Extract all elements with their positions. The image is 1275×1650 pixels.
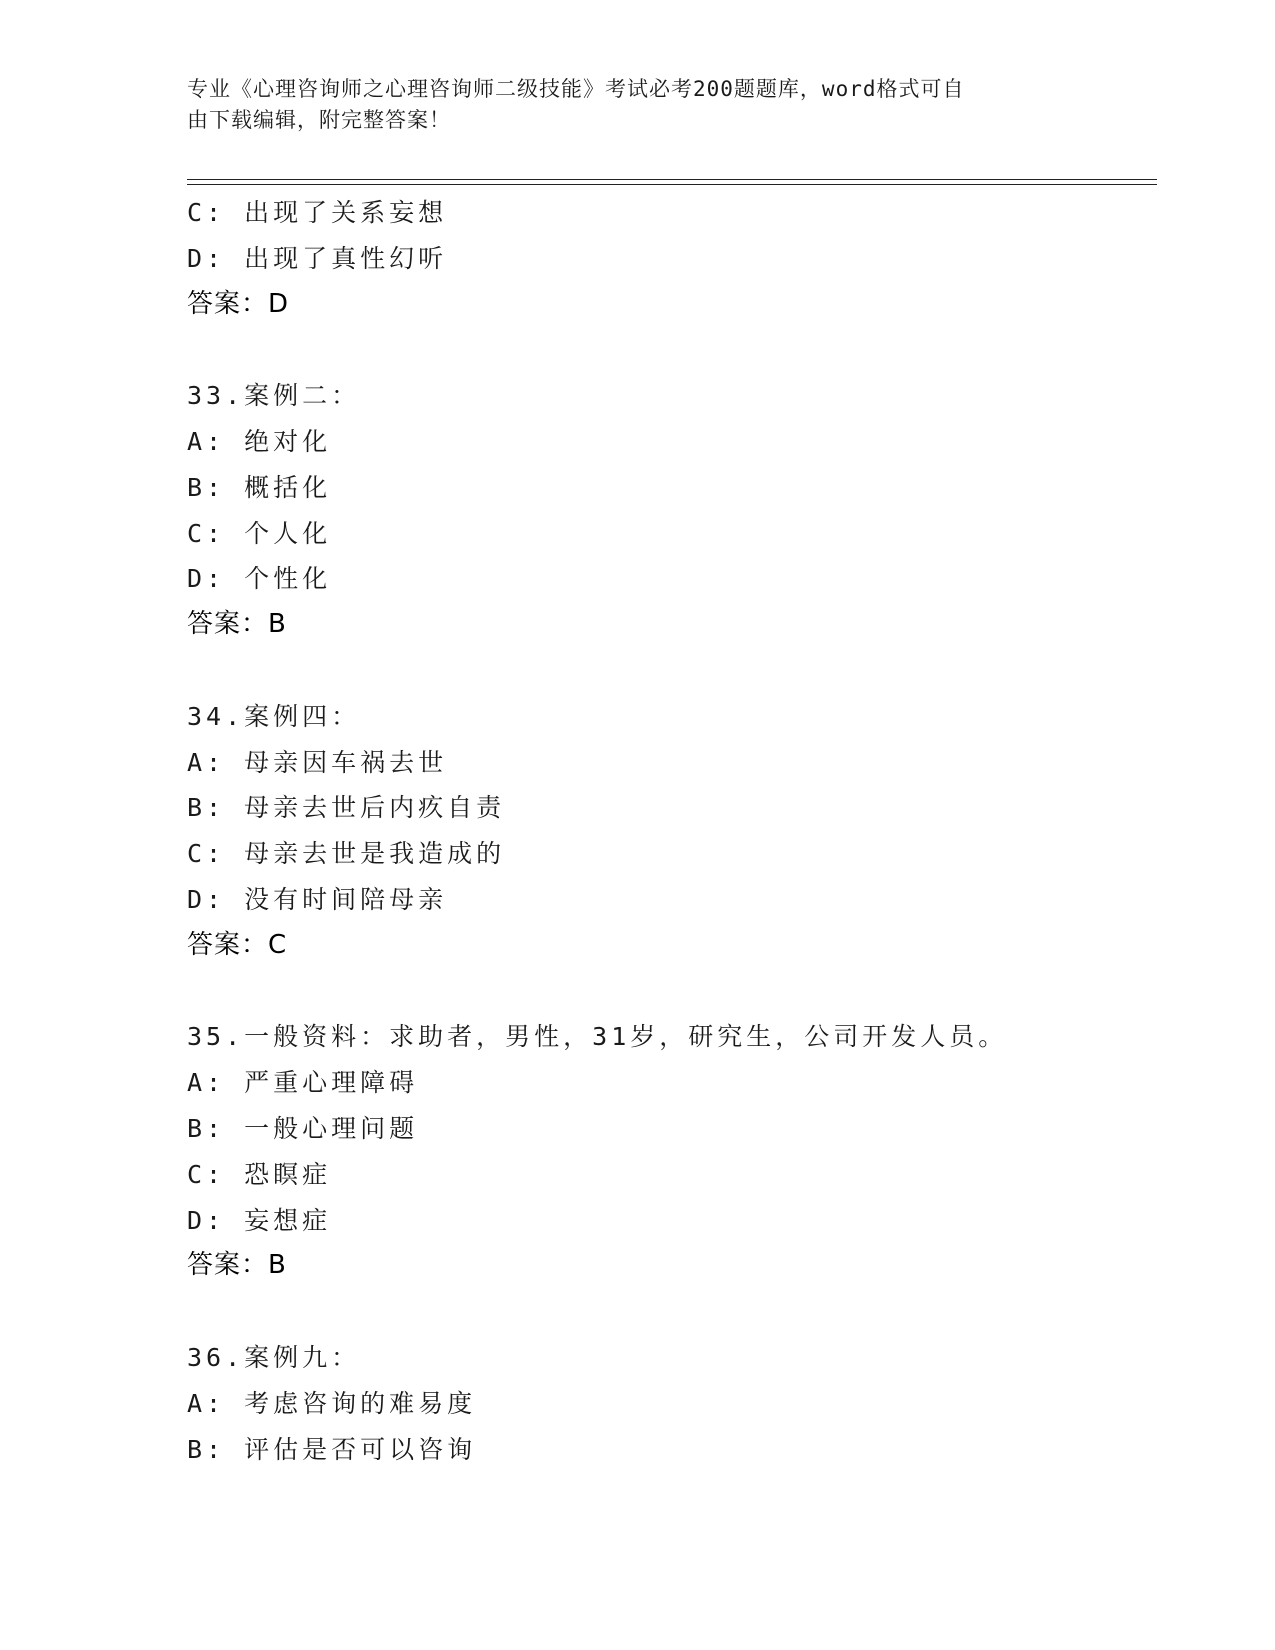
spacer — [187, 969, 1157, 1015]
spacer — [187, 648, 1157, 694]
option-c: C: 出现了关系妄想 — [187, 198, 448, 227]
header-line-1: 专业《心理咨询师之心理咨询师二级技能》考试必考200题题库，word格式可自 — [187, 77, 965, 101]
option-d: D: 出现了真性幻听 — [187, 243, 448, 273]
option-d: D: 个性化 — [187, 564, 332, 594]
question-title: 33.案例二： — [187, 381, 361, 411]
option-c: C: 个人化 — [187, 518, 332, 548]
header-divider-top — [187, 179, 1157, 180]
question-block-34 — [187, 694, 1157, 969]
question-title: 35.一般资料：求助者，男性，31岁，研究生，公司开发人员。 — [187, 1022, 1008, 1052]
option-a: A: 考虑咨询的难易度 — [187, 1388, 477, 1418]
question-list — [187, 190, 1157, 1472]
option-b: B: 母亲去世后内疚自责 — [187, 793, 506, 823]
answer-line: 答案：B — [187, 1250, 287, 1281]
option-b: B: 一般心理问题 — [187, 1113, 419, 1143]
spacer — [187, 1289, 1157, 1335]
option-b: B: 概括化 — [187, 472, 332, 502]
header-line-2: 由下载编辑，附完整答案！ — [187, 108, 451, 132]
question-title: 36.案例九： — [187, 1342, 361, 1372]
question-block-35 — [187, 1014, 1157, 1289]
option-d: D: 妄想症 — [187, 1205, 332, 1235]
question-title: 34.案例四： — [187, 701, 361, 731]
question-block-33 — [187, 373, 1157, 648]
option-a: A: 绝对化 — [187, 426, 332, 456]
option-c: C: 母亲去世是我造成的 — [187, 839, 506, 869]
document-header — [187, 74, 1067, 136]
question-block-32 — [187, 190, 1157, 327]
option-b: B: 评估是否可以咨询 — [187, 1434, 477, 1464]
answer-line: 答案：B — [187, 609, 287, 640]
header-divider-bottom — [187, 184, 1157, 185]
answer-line: 答案：D — [187, 288, 290, 319]
spacer — [187, 327, 1157, 373]
option-a: A: 严重心理障碍 — [187, 1068, 419, 1098]
answer-line: 答案：C — [187, 929, 288, 960]
question-block-36 — [187, 1335, 1157, 1472]
option-d: D: 没有时间陪母亲 — [187, 884, 448, 914]
option-a: A: 母亲因车祸去世 — [187, 747, 448, 777]
option-c: C: 恐瞑症 — [187, 1159, 332, 1189]
